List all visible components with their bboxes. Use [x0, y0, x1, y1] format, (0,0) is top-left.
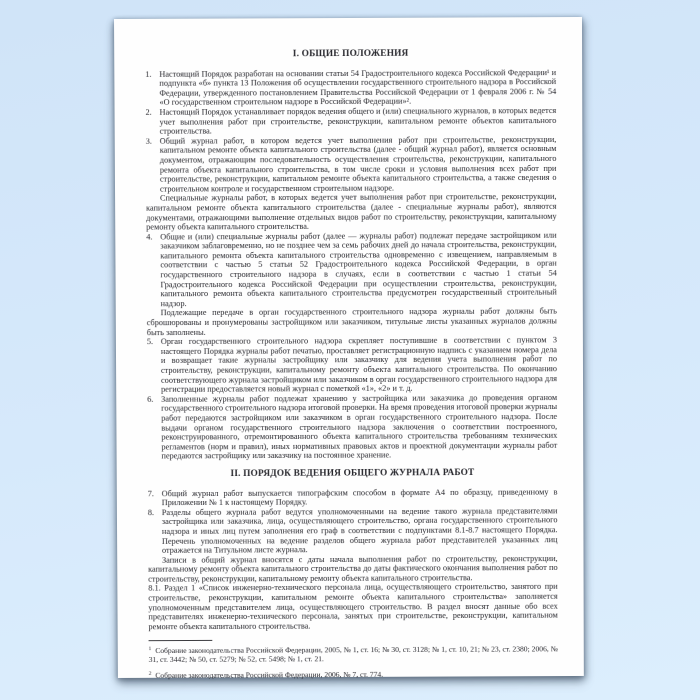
item-text: Общий журнал работ, в котором ведется учет выполнения работ при строительстве, реконструкции, капитальном ремонте объекта капитального строительства (далее - общий журнал работ), является основным документом, отражающим последовательность осуществления строительства, реконструкции, капитального ремонта объекта капитального строительства, в том числе сроки и условия выполнения всех работ при строительстве, реконструкции, капитальном ремонте объекта капитального строительства, а также сведения о строительном контроле и государственном строительном надзоре.	[159, 134, 557, 194]
footnote-1-text: Собрание законодательства Российской Федерации, 2005, № 1, ст. 16; № 30, ст. 3128; № 1, ст. 10, 21; № 23, ст. 2380; 2006, № 31, ст. 3442; № 50, ст. 5279; № 52, ст. 5498; № 1, ст. 21.	[148, 644, 558, 665]
footnote-separator	[149, 640, 213, 641]
list-item-8	[148, 506, 558, 555]
list-item-4	[146, 230, 557, 308]
section-2-title: II. ПОРЯДОК ВЕДЕНИЯ ОБЩЕГО ЖУРНАЛА РАБОТ	[230, 467, 475, 479]
item-3-paragraph-2: Специальные журналы работ, в которых ведется учет выполнения работ при строительстве, реконструкции, капитальном ремонте объекта капитального строительства (далее - специальные журналы работ), являются документами, отражающими выполнение отдельных видов работ по строительству, реконструкции, капитальному ремонту объекта капитального строительства.	[146, 192, 557, 232]
item-text: Разделы общего журнала работ ведутся уполномоченными на ведение такого журнала представителями застройщика или заказчика, лица, осуществляющего строительство, органа государственного строительного надзора и иных лиц путем заполнения его граф в соответствии с подпунктами 8.1-8.7 настоящего Порядка. Перечень уполномоченных на ведение разделов общего журнала работ представителей указанных лиц отражается на Титульном листе журнала.	[161, 506, 558, 555]
footnote-1-mark: 1	[148, 646, 152, 652]
list-item-6	[147, 393, 557, 462]
list-item-5	[147, 336, 557, 395]
footnote-2	[149, 670, 558, 681]
list-item-1	[145, 68, 556, 108]
list-item-7	[148, 487, 558, 508]
footnote-2-text: Собрание законодательства Российской Федерации, 2006, № 7, ст. 774.	[155, 670, 384, 681]
item-number: 4.	[146, 232, 153, 242]
item-4-paragraph-2: Подлежащие передаче в орган государственного строительного надзора журналы работ должны быть сброшюрованы и пронумерованы застройщиком или заказчиком, титульные листы указанных журналов должны быть заполнены.	[146, 306, 557, 337]
item-number: 1.	[145, 69, 152, 79]
footnote-2-mark: 2	[148, 670, 152, 677]
item-text: Настоящий Порядок устанавливает порядок ведения общего и (или) специального журналов, в которых ведется учет выполнения работ при строительстве, реконструкции, капитальном ремонте объектов капитального строительства.	[159, 105, 557, 136]
item-number: 8.	[147, 507, 155, 517]
item-number: 6.	[147, 394, 154, 404]
item-number: 2.	[145, 107, 152, 117]
item-number: 7.	[147, 488, 154, 498]
item-text: Заполненные журналы работ подлежат хранению у застройщика или заказчика до проведения органом государственного строительного надзора итоговой проверки. На время проведения итоговой проверки журналы работ передаются застройщиком или заказчиком в орган государственного строительного надзора. После выдачи органом государственного строительного надзора заключения о соответствии построенного, реконструированного, отремонтированного объекта капитального строительства требованиям технических регламентов (норм и правил), иных нормативных правовых актов и проектной документации журналы работ передаются застройщику или заказчику на постоянное хранение.	[161, 392, 558, 461]
item-text: Настоящий Порядок разработан на основании статьи 54 Градостроительного кодекса Российской Федерации¹ и подпункта «б» пункта 13 Положения об осуществлении государственного строительного надзора в Российской Федерации, утвержденного постановлением Правительства Российской Федерации от 1 февраля 2006 г. № 54 «О государственном строительном надзоре в Российской Федерации»².	[159, 67, 557, 108]
item-8-paragraph-2: Записи в общий журнал вносятся с даты начала выполнения работ по строительству, реконструкции, капитальному ремонту объекта капитального строительства до даты фактического окончания выполнения работ по строительству, реконструкции, капитальному ремонту объекта капитального строительства.	[148, 553, 558, 584]
section-1-title: I. ОБЩИЕ ПОЛОЖЕНИЯ	[292, 48, 409, 60]
item-number: 3.	[145, 136, 152, 146]
footnote-1	[149, 645, 558, 665]
list-item-2	[146, 106, 557, 137]
item-text: Орган государственного строительного надзора скрепляет поступившие в соответствии с пунктом 3 настоящего Порядка журналы работ печатью, проставляет регистрационную надпись с указанием номера дела и возвращает такие журналы застройщику или заказчику для ведения учета выполнения работ по строительству, реконструкции, капитальному ремонту объекта капитального строительства. По окончанию соответствующего журнала застройщиком или заказчиком в орган государственного строительного надзора для регистрации предоставляется новый журнал с пометкой «1», «2» и т. д.	[160, 335, 558, 394]
item-text: Общий журнал работ выпускается типографским способом в формате А4 по образцу, приведенному в Приложении № 1 к настоящему Порядку.	[161, 487, 558, 508]
item-text: Общие и (или) специальные журналы работ (далее — журналы работ) подлежат передаче застройщиком или заказчиком заблаговременно, но не позднее чем за семь рабочих дней до начала строительства, реконструкции, капитального ремонта объекта капитального строительства одновременно с извещением, направляемым в соответствии с частью 5 статьи 52 Градостроительного кодекса Российской Федерации, в орган государственного строительного надзора в случаях, если в соответствии с частью 1 статьи 54 Градостроительного кодекса Российской Федерации при осуществлении строительства, реконструкции, капитального ремонта объекта капитального строительства предусмотрен государственный строительный надзор.	[160, 230, 557, 309]
item-number: 5.	[146, 337, 154, 347]
list-item-8-1: 8.1. Раздел 1 «Список инженерно-технического персонала лица, осуществляющего строительство, занятого при строительстве, реконструкции, капитальном ремонте объекта капитального строительства» заполняется уполномоченным представителем лица, осуществляющего строительство. В раздел вносят данные обо всех представителях инженерно-технического персонала, занятых при строительстве, реконструкции, капитальном ремонте объекта капитального строительства.	[148, 582, 558, 632]
page-content	[114, 17, 584, 680]
list-item-3	[146, 135, 557, 194]
document-page	[114, 17, 584, 681]
